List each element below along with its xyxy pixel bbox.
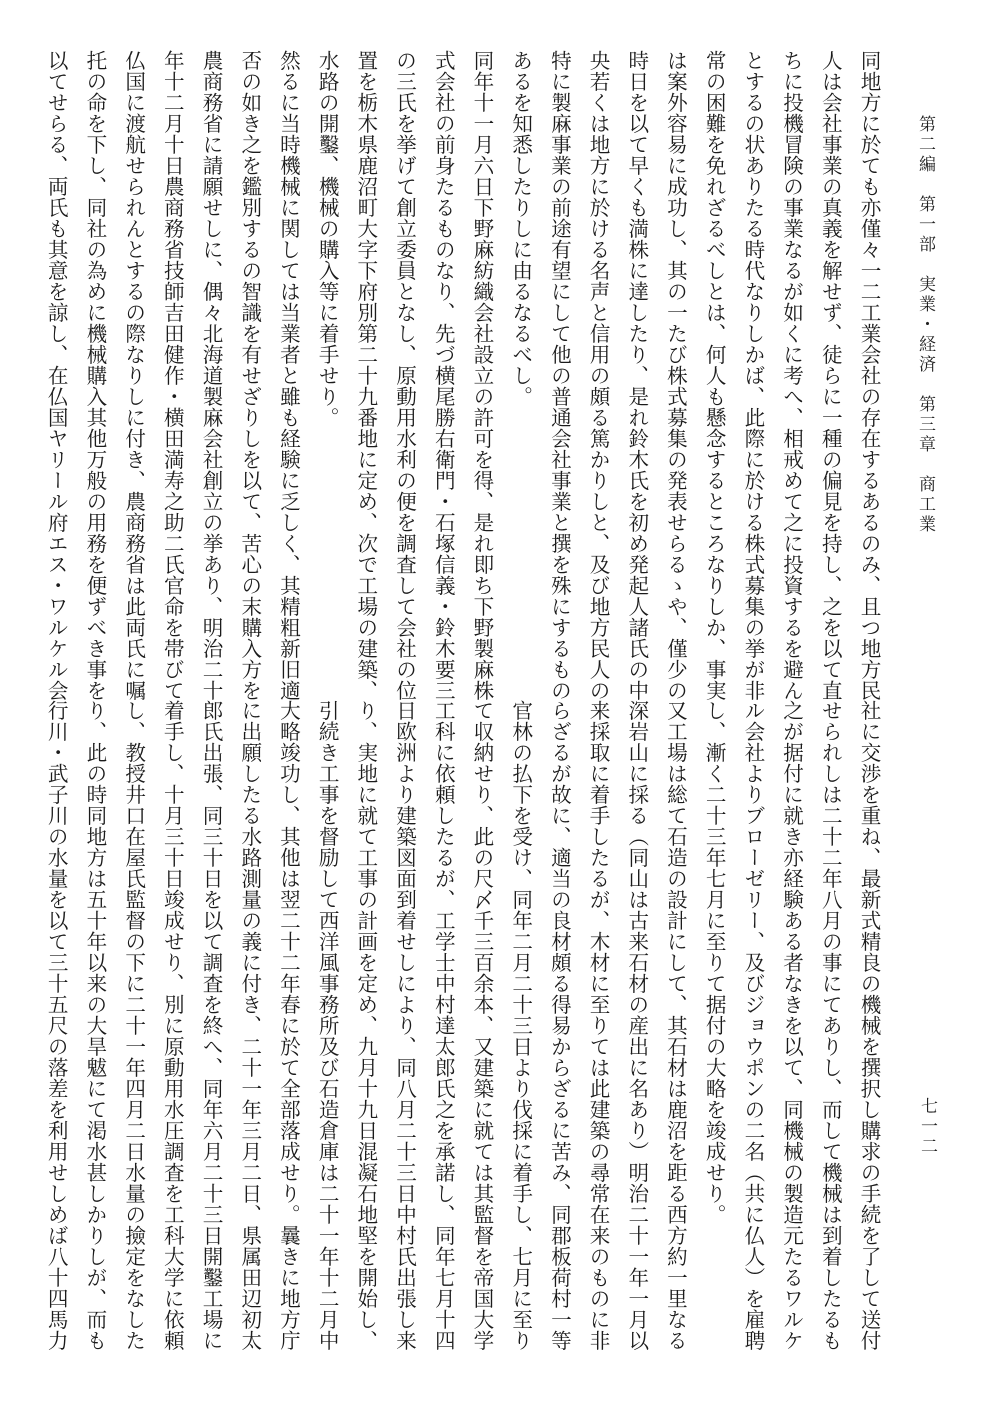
text-line: 托の命を下し、同社の為めに機械購入其他万般の用務を便ずべき事を — [82, 50, 107, 701]
text-line: ちに投機冒険の事業なるが如くに考へ、相戒めて之に投資するを避ん — [779, 50, 804, 701]
text-line: 以てせらる、両氏も其意を諒し、在仏国ヤリール府エス・ワルケル会 — [44, 50, 69, 701]
text-line: し、教授井口在屋氏監督の下に二十一年四月二日水量の撿定をなした — [121, 700, 146, 1351]
text-line: 同地方に於ても亦僅々一二工業会社の存在するあるのみ、且つ地方民 — [857, 50, 881, 701]
text-line: り、実地に就て工事の計画を定め、九月十九日混凝石地堅を開始し、 — [353, 700, 378, 1351]
text-line: に出願したる水路測量の義に付き、二十一年三月二日、県属田辺初太 — [237, 700, 262, 1351]
text-line: 同年十一月六日下野麻紡織会社設立の許可を得、是れ即ち下野製麻株 — [469, 50, 494, 701]
text-line: 又工場は総て石造の設計にして、其石材は鹿沼を距る西方約一里なる — [663, 700, 688, 1351]
text-line: 引続き工事を督励して西洋風事務所及び石造倉庫は二十一年十二月中 — [315, 700, 340, 1351]
text-line: とするの状ありたる時代なりしかば、此際に於ける株式募集の挙が非 — [740, 50, 765, 701]
running-head: 第二編 第一部 実業・経済 第三章 商工業 — [915, 115, 935, 535]
text-line: あるを知悉したりしに由るなるべし。 — [508, 50, 533, 407]
page-number: 七一二 — [917, 1097, 937, 1157]
text-line: らざるが故に、適当の良材頗る得易からざるに苦み、同郡板荷村一等 — [547, 700, 572, 1351]
text-line: 社に交渉を重ね、最新式精良の機械を撰択し購求の手続を了して送付 — [857, 700, 881, 1351]
text-line: 時日を以て早くも満株に達したり、是れ鈴木氏を初め発起人諸氏の中 — [624, 50, 649, 701]
text-line: は案外容易に成功し、其の一たび株式募集の発表せらるゝや、僅少の — [663, 50, 688, 701]
text-line: 特に製麻事業の前途有望にして他の普通会社事業と撰を殊にするもの — [547, 50, 572, 701]
text-line: 之が据付に就き亦経験ある者なきを以て、同機械の製造元たるワルケ — [779, 700, 804, 1351]
text-line: 仏国に渡航せられんとするの際なりしに付き、農商務省は此両氏に嘱 — [121, 50, 146, 701]
text-line: 人は会社事業の真義を解せず、徒らに一種の偏見を持し、之を以て直 — [818, 50, 843, 701]
text-line: 日欧洲より建築図面到着せしにより、同八月二十三日中村氏出張し来 — [392, 700, 417, 1351]
text-line: 水路の開鑿、機械の購入等に着手せり。 — [315, 50, 340, 428]
text-line: 置を栃木県鹿沼町大字下府別第二十九番地に定め、次で工場の建築、 — [353, 50, 378, 701]
text-line: 常の困難を免れざるべしとは、何人も懸念するところなりしか、事実 — [702, 50, 727, 701]
text-line: 式会社の前身たるものなり、先づ横尾勝右衛門・石塚信義・鈴木要三 — [431, 50, 456, 701]
text-line: 来採取に着手したるが、木材に至りては此建築の尋常在来のものに非 — [586, 700, 611, 1351]
text-line: 着手し、十月三十日竣成せり、別に原動用水圧調査を工科大学に依頼 — [160, 700, 185, 1351]
text-line: 官林の払下を受け、同年二月二十三日より伐採に着手し、七月に至り — [508, 700, 533, 1351]
text-line: 然るに当時機械に関しては当業者と雖も経験に乏しく、其精粗新旧適 — [276, 50, 301, 701]
text-line: 年十二月十日農商務省技師吉田健作・横田満寿之助二氏官命を帯びて — [160, 50, 185, 701]
text-line: 行川・武子川の水量を以て三十五尺の落差を利用せしめば八十四馬力 — [44, 700, 69, 1351]
text-line: 大略竣功し、其他は翌二十二年春に於て全部落成せり。曩きに地方庁 — [276, 700, 301, 1351]
text-line: 農商務省に請願せしに、偶々北海道製麻会社創立の挙あり、明治二十 — [199, 50, 224, 701]
lower-text-block — [37, 700, 888, 1351]
text-line: 深岩山に採る（同山は古来石材の産出に名あり）明治二十一年一月以 — [624, 700, 649, 1351]
text-line: 否の如き之を鑑別するの智識を有せざりしを以て、苦心の末購入方を — [237, 50, 262, 701]
upper-text-block — [37, 50, 888, 701]
text-line: し、漸く二十三年七月に至りて据付の大略を竣成せり。 — [702, 700, 727, 1225]
text-line: り、此の時同地方は五十年以来の大旱魃にて渇水甚しかりしが、而も — [82, 700, 107, 1351]
text-line: 工科に依頼したるが、工学士中村達太郎氏之を承諾し、同年七月十四 — [431, 700, 456, 1351]
text-line: ル会社よりブローゼリー、及びジョウポンの二名（共に仏人）を雇聘 — [740, 700, 765, 1351]
text-line: せられしは二十二年八月の事にてありし、而して機械は到着したるも — [818, 700, 843, 1351]
text-line: 郎氏出張、同三十日を以て調査を終へ、同年六月二十三日開鑿工場に — [199, 700, 224, 1351]
text-line: 央若くは地方に於ける名声と信用の頗る篤かりしと、及び地方民人の — [586, 50, 611, 701]
text-line: て収納せり、此の尺〆千三百余本、又建築に就ては其監督を帝国大学 — [469, 700, 494, 1351]
text-line: の三氏を挙げて創立委員となし、原動用水利の便を調査して会社の位 — [392, 50, 417, 701]
